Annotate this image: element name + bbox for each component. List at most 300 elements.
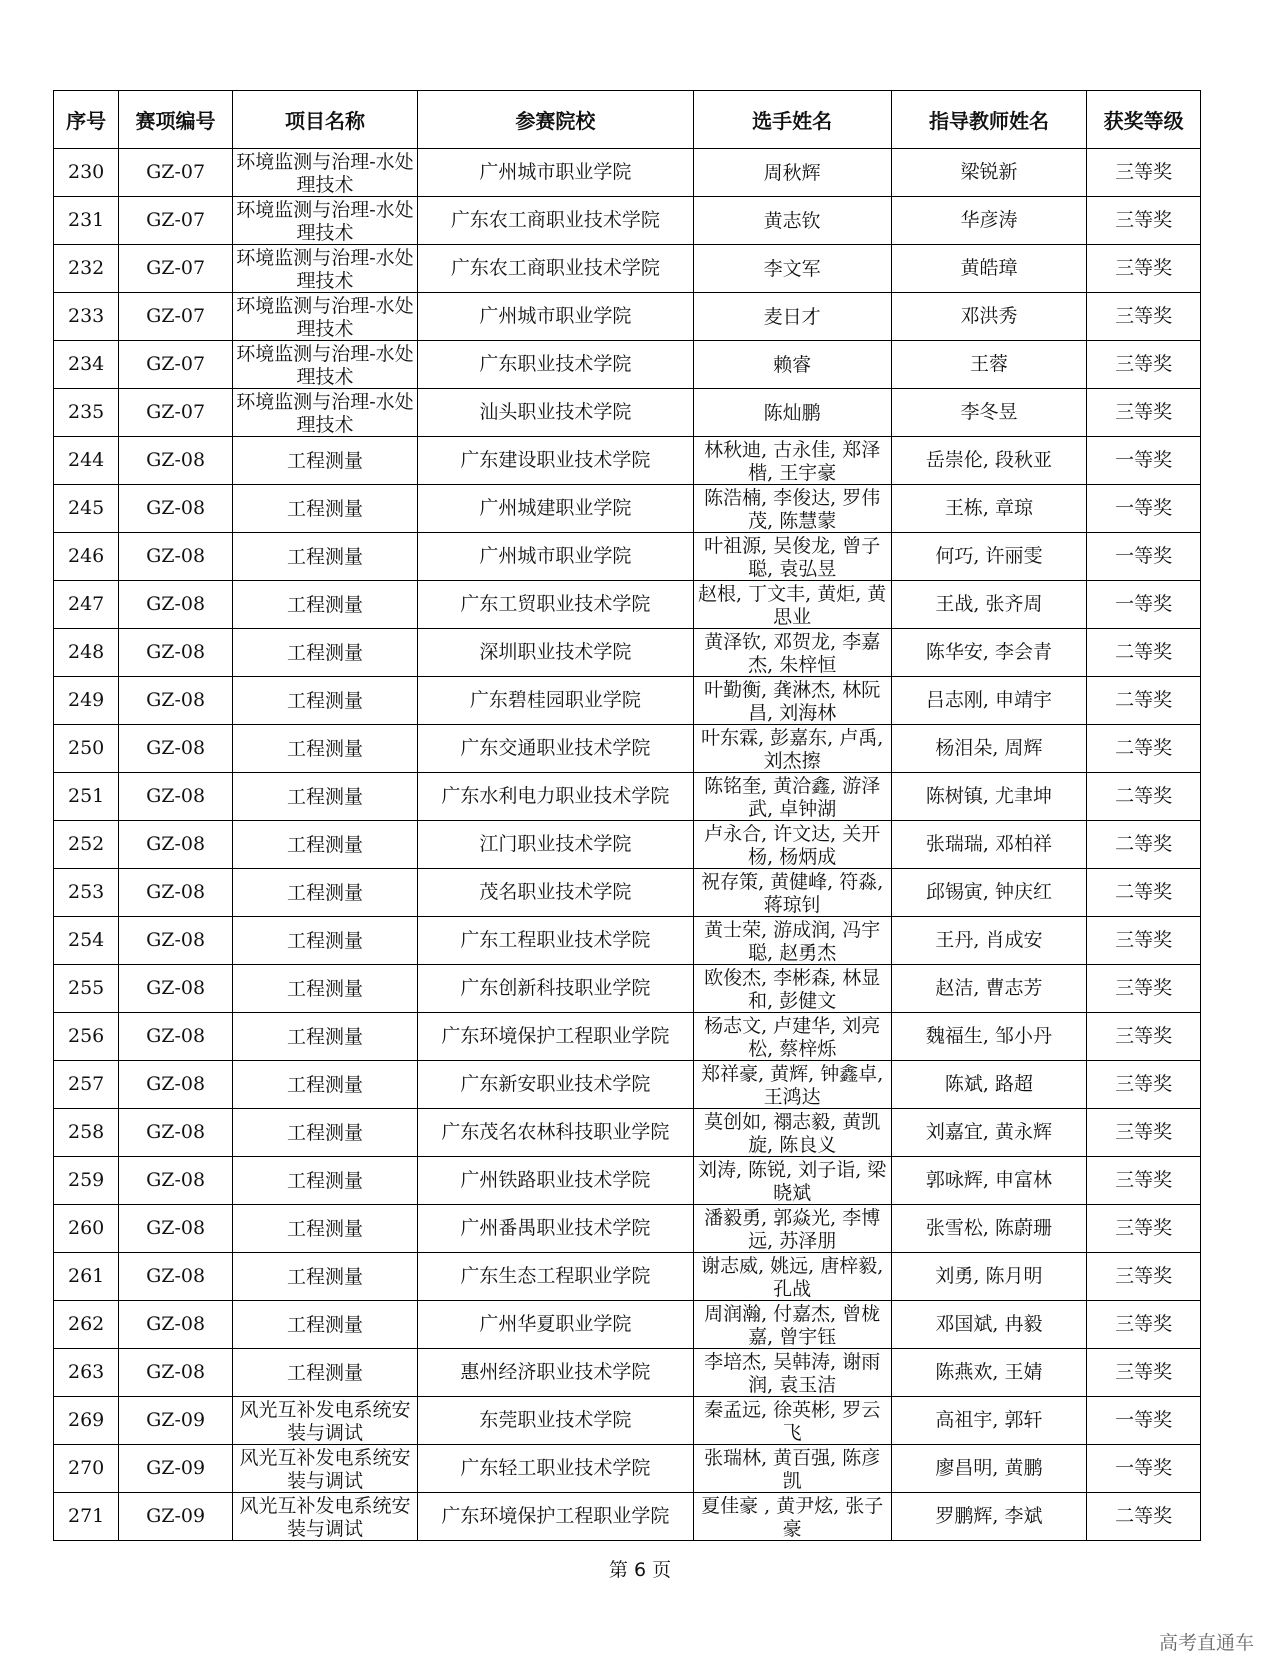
cell-project-name-text: 工程测量 — [286, 498, 363, 520]
cell-contestants-text: 夏佳豪 , 黄尹炫, 张子豪 — [701, 1495, 884, 1540]
cell-award-level: 二等奖 — [1087, 677, 1201, 725]
cell-project-name-text: 工程测量 — [286, 642, 363, 664]
cell-event-code: GZ-08 — [119, 1109, 233, 1157]
cell-index: 260 — [54, 1205, 119, 1253]
cell-project-name-text: 工程测量 — [286, 1314, 363, 1336]
cell-instructors: 黄皓璋 — [891, 245, 1087, 293]
cell-event-code: GZ-08 — [119, 533, 233, 581]
cell-award-level: 三等奖 — [1087, 1253, 1201, 1301]
cell-project-name — [232, 485, 417, 533]
cell-event-code: GZ-08 — [119, 437, 233, 485]
table-row — [54, 437, 1201, 485]
cell-award-level: 一等奖 — [1087, 1397, 1201, 1445]
cell-project-name — [232, 1253, 417, 1301]
table-row — [54, 1157, 1201, 1205]
cell-project-name — [232, 1397, 417, 1445]
cell-contestants — [693, 917, 891, 965]
cell-project-name — [232, 149, 417, 197]
cell-project-name — [232, 1013, 417, 1061]
cell-project-name-text: 工程测量 — [286, 1362, 363, 1384]
cell-school: 深圳职业技术学院 — [418, 629, 694, 677]
cell-instructors: 陈华安, 李会青 — [891, 629, 1087, 677]
cell-school: 广州城市职业学院 — [418, 293, 694, 341]
cell-award-level: 三等奖 — [1087, 1349, 1201, 1397]
table-row — [54, 821, 1201, 869]
cell-event-code: GZ-08 — [119, 581, 233, 629]
cell-project-name-text: 工程测量 — [286, 1122, 363, 1144]
cell-project-name — [232, 293, 417, 341]
cell-index: 257 — [54, 1061, 119, 1109]
cell-project-name — [232, 1349, 417, 1397]
cell-index: 248 — [54, 629, 119, 677]
cell-instructors: 郭咏辉, 申富林 — [891, 1157, 1087, 1205]
table-row — [54, 1349, 1201, 1397]
table-body — [54, 149, 1201, 1541]
cell-contestants-text: 黄泽钦, 邓贺龙, 李嘉杰, 朱梓恒 — [704, 631, 881, 676]
cell-contestants — [693, 1205, 891, 1253]
cell-school: 广州华夏职业学院 — [418, 1301, 694, 1349]
table-row — [54, 341, 1201, 389]
cell-project-name — [232, 773, 417, 821]
cell-index: 271 — [54, 1493, 119, 1541]
cell-event-code: GZ-09 — [119, 1445, 233, 1493]
cell-contestants-text: 陈浩楠, 李俊达, 罗伟茂, 陈慧蒙 — [704, 487, 881, 532]
cell-award-level: 二等奖 — [1087, 773, 1201, 821]
cell-instructors: 梁锐新 — [891, 149, 1087, 197]
cell-project-name-text: 工程测量 — [286, 786, 363, 808]
cell-event-code: GZ-08 — [119, 1061, 233, 1109]
cell-award-level: 三等奖 — [1087, 917, 1201, 965]
table-row — [54, 1445, 1201, 1493]
cell-contestants — [693, 245, 891, 293]
cell-contestants — [693, 581, 891, 629]
cell-event-code: GZ-08 — [119, 1253, 233, 1301]
cell-school: 广东茂名农林科技职业学院 — [418, 1109, 694, 1157]
cell-project-name — [232, 1301, 417, 1349]
cell-instructors: 杨泪朵, 周辉 — [891, 725, 1087, 773]
cell-project-name-text: 风光互补发电系统安装与调试 — [239, 1447, 411, 1492]
cell-award-level: 三等奖 — [1087, 389, 1201, 437]
cell-contestants-text: 陈铭奎, 黄洽鑫, 游泽武, 卓钟湖 — [704, 775, 881, 820]
cell-instructors: 邓洪秀 — [891, 293, 1087, 341]
cell-project-name-text: 风光互补发电系统安装与调试 — [239, 1495, 411, 1540]
cell-project-name — [232, 677, 417, 725]
cell-school: 广东环境保护工程职业学院 — [418, 1493, 694, 1541]
cell-project-name-text: 环境监测与治理-水处理技术 — [236, 295, 414, 340]
cell-award-level: 二等奖 — [1087, 1493, 1201, 1541]
cell-contestants-text: 赖睿 — [773, 354, 812, 376]
cell-contestants-text: 祝存策, 黄健峰, 符淼, 蒋琼钊 — [701, 871, 884, 916]
cell-index: 233 — [54, 293, 119, 341]
cell-event-code: GZ-08 — [119, 1301, 233, 1349]
cell-school: 广东新安职业技术学院 — [418, 1061, 694, 1109]
cell-project-name-text: 风光互补发电系统安装与调试 — [239, 1399, 411, 1444]
cell-index: 246 — [54, 533, 119, 581]
cell-project-name-text: 工程测量 — [286, 1026, 363, 1048]
cell-instructors: 魏福生, 邹小丹 — [891, 1013, 1087, 1061]
cell-contestants — [693, 1445, 891, 1493]
table-row — [54, 1109, 1201, 1157]
cell-project-name-text: 工程测量 — [286, 1074, 363, 1096]
cell-instructors: 陈斌, 路超 — [891, 1061, 1087, 1109]
cell-contestants-text: 叶东霖, 彭嘉东, 卢禹, 刘杰擦 — [701, 727, 884, 772]
cell-project-name — [232, 1445, 417, 1493]
cell-contestants-text: 叶祖源, 吴俊龙, 曾子聪, 袁弘昱 — [704, 535, 881, 580]
cell-index: 245 — [54, 485, 119, 533]
cell-award-level: 二等奖 — [1087, 629, 1201, 677]
cell-instructors: 吕志刚, 申靖宇 — [891, 677, 1087, 725]
cell-school: 广东轻工职业技术学院 — [418, 1445, 694, 1493]
cell-contestants — [693, 293, 891, 341]
cell-instructors: 张雪松, 陈蔚珊 — [891, 1205, 1087, 1253]
cell-contestants — [693, 1013, 891, 1061]
cell-event-code: GZ-08 — [119, 725, 233, 773]
awards-table-container — [53, 90, 1201, 1541]
table-row — [54, 1493, 1201, 1541]
cell-contestants-text: 周润瀚, 付嘉杰, 曾栊嘉, 曾宇钰 — [704, 1303, 881, 1348]
cell-contestants — [693, 629, 891, 677]
cell-project-name — [232, 1061, 417, 1109]
cell-event-code: GZ-08 — [119, 869, 233, 917]
header-project-name: 项目名称 — [232, 91, 417, 149]
cell-contestants-text: 卢永合, 许文达, 关开杨, 杨炳成 — [704, 823, 881, 868]
cell-contestants — [693, 1493, 891, 1541]
cell-index: 235 — [54, 389, 119, 437]
cell-index: 231 — [54, 197, 119, 245]
cell-contestants-text: 林秋迪, 古永佳, 郑泽楷, 王宇豪 — [704, 439, 881, 484]
cell-event-code: GZ-08 — [119, 629, 233, 677]
cell-index: 247 — [54, 581, 119, 629]
cell-contestants-text: 赵根, 丁文丰, 黄炬, 黄思业 — [698, 583, 887, 628]
cell-event-code: GZ-07 — [119, 293, 233, 341]
cell-project-name — [232, 869, 417, 917]
table-row — [54, 533, 1201, 581]
cell-contestants-text: 陈灿鹏 — [763, 402, 821, 424]
cell-school: 广州城建职业学院 — [418, 485, 694, 533]
cell-event-code: GZ-08 — [119, 773, 233, 821]
cell-contestants — [693, 197, 891, 245]
cell-project-name-text: 工程测量 — [286, 450, 363, 472]
cell-index: 250 — [54, 725, 119, 773]
cell-project-name — [232, 1205, 417, 1253]
cell-instructors: 王战, 张齐周 — [891, 581, 1087, 629]
cell-contestants-text: 谢志威, 姚远, 唐梓毅, 孔战 — [701, 1255, 884, 1300]
cell-school: 广东水利电力职业技术学院 — [418, 773, 694, 821]
cell-project-name — [232, 581, 417, 629]
cell-award-level: 三等奖 — [1087, 1061, 1201, 1109]
cell-award-level: 三等奖 — [1087, 197, 1201, 245]
cell-school: 广东农工商职业技术学院 — [418, 197, 694, 245]
cell-index: 258 — [54, 1109, 119, 1157]
cell-event-code: GZ-07 — [119, 149, 233, 197]
cell-instructors: 王栋, 章琼 — [891, 485, 1087, 533]
cell-contestants — [693, 1349, 891, 1397]
cell-instructors: 邓国斌, 冉毅 — [891, 1301, 1087, 1349]
cell-index: 251 — [54, 773, 119, 821]
cell-contestants — [693, 437, 891, 485]
cell-project-name-text: 工程测量 — [286, 1170, 363, 1192]
cell-project-name-text: 工程测量 — [286, 546, 363, 568]
cell-index: 270 — [54, 1445, 119, 1493]
cell-index: 259 — [54, 1157, 119, 1205]
cell-award-level: 一等奖 — [1087, 581, 1201, 629]
table-header-row — [54, 91, 1201, 149]
cell-index: 262 — [54, 1301, 119, 1349]
cell-index: 234 — [54, 341, 119, 389]
cell-school: 广东职业技术学院 — [418, 341, 694, 389]
cell-event-code: GZ-07 — [119, 341, 233, 389]
table-row — [54, 629, 1201, 677]
table-row — [54, 293, 1201, 341]
cell-award-level: 二等奖 — [1087, 869, 1201, 917]
cell-award-level: 三等奖 — [1087, 245, 1201, 293]
table-row — [54, 677, 1201, 725]
cell-event-code: GZ-08 — [119, 965, 233, 1013]
cell-event-code: GZ-08 — [119, 917, 233, 965]
header-school: 参赛院校 — [418, 91, 694, 149]
cell-project-name-text: 工程测量 — [286, 1218, 363, 1240]
table-row — [54, 773, 1201, 821]
cell-contestants — [693, 1301, 891, 1349]
cell-instructors: 陈树镇, 尤聿坤 — [891, 773, 1087, 821]
cell-instructors: 高祖宇, 郭轩 — [891, 1397, 1087, 1445]
cell-project-name-text: 工程测量 — [286, 930, 363, 952]
cell-event-code: GZ-09 — [119, 1397, 233, 1445]
cell-contestants — [693, 1157, 891, 1205]
cell-project-name-text: 工程测量 — [286, 738, 363, 760]
cell-contestants-text: 郑祥豪, 黄辉, 钟鑫卓, 王鸿达 — [701, 1063, 884, 1108]
cell-instructors: 陈燕欢, 王婧 — [891, 1349, 1087, 1397]
cell-project-name — [232, 1493, 417, 1541]
cell-project-name-text: 环境监测与治理-水处理技术 — [236, 343, 414, 388]
cell-event-code: GZ-08 — [119, 1205, 233, 1253]
cell-instructors: 何巧, 许丽雯 — [891, 533, 1087, 581]
cell-contestants — [693, 773, 891, 821]
cell-instructors: 王蓉 — [891, 341, 1087, 389]
cell-award-level: 一等奖 — [1087, 1445, 1201, 1493]
cell-instructors: 刘勇, 陈月明 — [891, 1253, 1087, 1301]
cell-award-level: 三等奖 — [1087, 1013, 1201, 1061]
cell-school: 广东交通职业技术学院 — [418, 725, 694, 773]
cell-instructors: 李冬昱 — [891, 389, 1087, 437]
cell-instructors: 张瑞瑞, 邓柏祥 — [891, 821, 1087, 869]
cell-index: 252 — [54, 821, 119, 869]
header-instructors: 指导教师姓名 — [891, 91, 1087, 149]
cell-contestants-text: 李培杰, 吴韩涛, 谢雨润, 袁玉洁 — [704, 1351, 881, 1396]
cell-instructors: 刘嘉宜, 黄永辉 — [891, 1109, 1087, 1157]
cell-instructors: 王丹, 肖成安 — [891, 917, 1087, 965]
cell-index: 232 — [54, 245, 119, 293]
watermark: 高考直通车 — [1158, 1632, 1254, 1654]
cell-project-name — [232, 965, 417, 1013]
cell-contestants — [693, 1061, 891, 1109]
cell-contestants — [693, 533, 891, 581]
cell-project-name-text: 环境监测与治理-水处理技术 — [236, 391, 414, 436]
cell-contestants-text: 刘涛, 陈锐, 刘子诣, 梁晓斌 — [698, 1159, 887, 1204]
table-row — [54, 869, 1201, 917]
cell-instructors: 廖昌明, 黄鹏 — [891, 1445, 1087, 1493]
cell-contestants — [693, 149, 891, 197]
cell-index: 255 — [54, 965, 119, 1013]
cell-event-code: GZ-09 — [119, 1493, 233, 1541]
cell-project-name-text: 环境监测与治理-水处理技术 — [236, 151, 414, 196]
cell-school: 广州铁路职业技术学院 — [418, 1157, 694, 1205]
cell-event-code: GZ-07 — [119, 197, 233, 245]
header-index: 序号 — [54, 91, 119, 149]
table-row — [54, 149, 1201, 197]
cell-contestants-text: 黄士荣, 游成润, 冯宇聪, 赵勇杰 — [704, 919, 881, 964]
cell-index: 263 — [54, 1349, 119, 1397]
cell-project-name — [232, 821, 417, 869]
cell-award-level: 三等奖 — [1087, 149, 1201, 197]
cell-event-code: GZ-08 — [119, 1349, 233, 1397]
table-row — [54, 1301, 1201, 1349]
header-contestants: 选手姓名 — [693, 91, 891, 149]
cell-award-level: 三等奖 — [1087, 341, 1201, 389]
cell-award-level: 一等奖 — [1087, 437, 1201, 485]
cell-school: 广东碧桂园职业学院 — [418, 677, 694, 725]
cell-school: 广州番禺职业技术学院 — [418, 1205, 694, 1253]
cell-school: 广东生态工程职业学院 — [418, 1253, 694, 1301]
cell-index: 253 — [54, 869, 119, 917]
table-row — [54, 485, 1201, 533]
cell-school: 广州城市职业学院 — [418, 533, 694, 581]
table-row — [54, 1205, 1201, 1253]
table-row — [54, 917, 1201, 965]
table-row — [54, 1253, 1201, 1301]
table-row — [54, 1013, 1201, 1061]
cell-event-code: GZ-08 — [119, 677, 233, 725]
cell-project-name-text: 环境监测与治理-水处理技术 — [236, 247, 414, 292]
cell-school: 茂名职业技术学院 — [418, 869, 694, 917]
cell-event-code: GZ-07 — [119, 389, 233, 437]
cell-school: 东莞职业技术学院 — [418, 1397, 694, 1445]
cell-award-level: 三等奖 — [1087, 293, 1201, 341]
cell-contestants-text: 杨志文, 卢建华, 刘亮松, 蔡梓烁 — [704, 1015, 881, 1060]
cell-project-name-text: 环境监测与治理-水处理技术 — [236, 199, 414, 244]
cell-event-code: GZ-08 — [119, 1013, 233, 1061]
cell-award-level: 二等奖 — [1087, 725, 1201, 773]
cell-school: 惠州经济职业技术学院 — [418, 1349, 694, 1397]
table-row — [54, 245, 1201, 293]
cell-index: 269 — [54, 1397, 119, 1445]
cell-contestants — [693, 1253, 891, 1301]
cell-contestants-text: 欧俊杰, 李彬森, 林显和, 彭健文 — [704, 967, 881, 1012]
cell-project-name-text: 工程测量 — [286, 594, 363, 616]
cell-award-level: 三等奖 — [1087, 1301, 1201, 1349]
cell-event-code: GZ-08 — [119, 485, 233, 533]
cell-index: 254 — [54, 917, 119, 965]
cell-index: 249 — [54, 677, 119, 725]
cell-school: 广东农工商职业技术学院 — [418, 245, 694, 293]
cell-contestants-text: 叶勤衡, 龚淋杰, 林阮昌, 刘海林 — [704, 679, 881, 724]
cell-contestants — [693, 677, 891, 725]
table-row — [54, 389, 1201, 437]
cell-event-code: GZ-07 — [119, 245, 233, 293]
cell-contestants-text: 莫创如, 禤志毅, 黄凯旋, 陈良义 — [704, 1111, 881, 1156]
cell-project-name — [232, 725, 417, 773]
cell-award-level: 三等奖 — [1087, 1109, 1201, 1157]
cell-school: 广东工程职业技术学院 — [418, 917, 694, 965]
cell-contestants — [693, 725, 891, 773]
table-row — [54, 197, 1201, 245]
cell-project-name — [232, 197, 417, 245]
cell-contestants-text: 秦孟远, 徐英彬, 罗云飞 — [704, 1399, 881, 1444]
header-event-code: 赛项编号 — [119, 91, 233, 149]
cell-project-name-text: 工程测量 — [286, 834, 363, 856]
cell-instructors: 赵洁, 曹志芳 — [891, 965, 1087, 1013]
cell-contestants-text: 李文军 — [763, 258, 821, 280]
cell-project-name-text: 工程测量 — [286, 882, 363, 904]
cell-instructors: 邱锡寅, 钟庆红 — [891, 869, 1087, 917]
cell-award-level: 二等奖 — [1087, 821, 1201, 869]
cell-award-level: 一等奖 — [1087, 533, 1201, 581]
cell-contestants-text: 潘毅勇, 郭焱光, 李博远, 苏泽朋 — [704, 1207, 881, 1252]
cell-award-level: 三等奖 — [1087, 965, 1201, 1013]
cell-school: 广东环境保护工程职业学院 — [418, 1013, 694, 1061]
cell-project-name — [232, 245, 417, 293]
cell-school: 江门职业技术学院 — [418, 821, 694, 869]
cell-project-name — [232, 1157, 417, 1205]
cell-contestants — [693, 821, 891, 869]
cell-contestants-text: 麦日才 — [763, 306, 821, 328]
cell-event-code: GZ-08 — [119, 1157, 233, 1205]
table-row — [54, 965, 1201, 1013]
cell-project-name — [232, 629, 417, 677]
cell-school: 广东建设职业技术学院 — [418, 437, 694, 485]
cell-contestants — [693, 1397, 891, 1445]
cell-project-name — [232, 1109, 417, 1157]
cell-index: 261 — [54, 1253, 119, 1301]
cell-school: 广东创新科技职业学院 — [418, 965, 694, 1013]
cell-project-name — [232, 533, 417, 581]
cell-award-level: 三等奖 — [1087, 1157, 1201, 1205]
cell-instructors: 华彦涛 — [891, 197, 1087, 245]
cell-project-name — [232, 437, 417, 485]
cell-project-name-text: 工程测量 — [286, 690, 363, 712]
cell-contestants — [693, 341, 891, 389]
table-row — [54, 725, 1201, 773]
cell-index: 256 — [54, 1013, 119, 1061]
cell-contestants-text: 周秋辉 — [763, 162, 821, 184]
cell-contestants-text: 黄志钦 — [763, 210, 821, 232]
cell-contestants — [693, 869, 891, 917]
cell-school: 汕头职业技术学院 — [418, 389, 694, 437]
cell-event-code: GZ-08 — [119, 821, 233, 869]
cell-project-name — [232, 917, 417, 965]
cell-school: 广东工贸职业技术学院 — [418, 581, 694, 629]
page-number: 第 6 页 — [608, 1559, 672, 1581]
header-award-level: 获奖等级 — [1087, 91, 1201, 149]
cell-instructors: 岳崇伦, 段秋亚 — [891, 437, 1087, 485]
cell-instructors: 罗鹏辉, 李斌 — [891, 1493, 1087, 1541]
cell-project-name-text: 工程测量 — [286, 1266, 363, 1288]
cell-contestants-text: 张瑞林, 黄百强, 陈彦凯 — [704, 1447, 881, 1492]
table-row — [54, 1397, 1201, 1445]
cell-contestants — [693, 389, 891, 437]
table-row — [54, 1061, 1201, 1109]
table-row — [54, 581, 1201, 629]
cell-project-name-text: 工程测量 — [286, 978, 363, 1000]
cell-contestants — [693, 965, 891, 1013]
cell-index: 244 — [54, 437, 119, 485]
cell-contestants — [693, 1109, 891, 1157]
cell-index: 230 — [54, 149, 119, 197]
cell-contestants — [693, 485, 891, 533]
cell-project-name — [232, 389, 417, 437]
cell-award-level: 一等奖 — [1087, 485, 1201, 533]
awards-table — [53, 90, 1201, 1541]
